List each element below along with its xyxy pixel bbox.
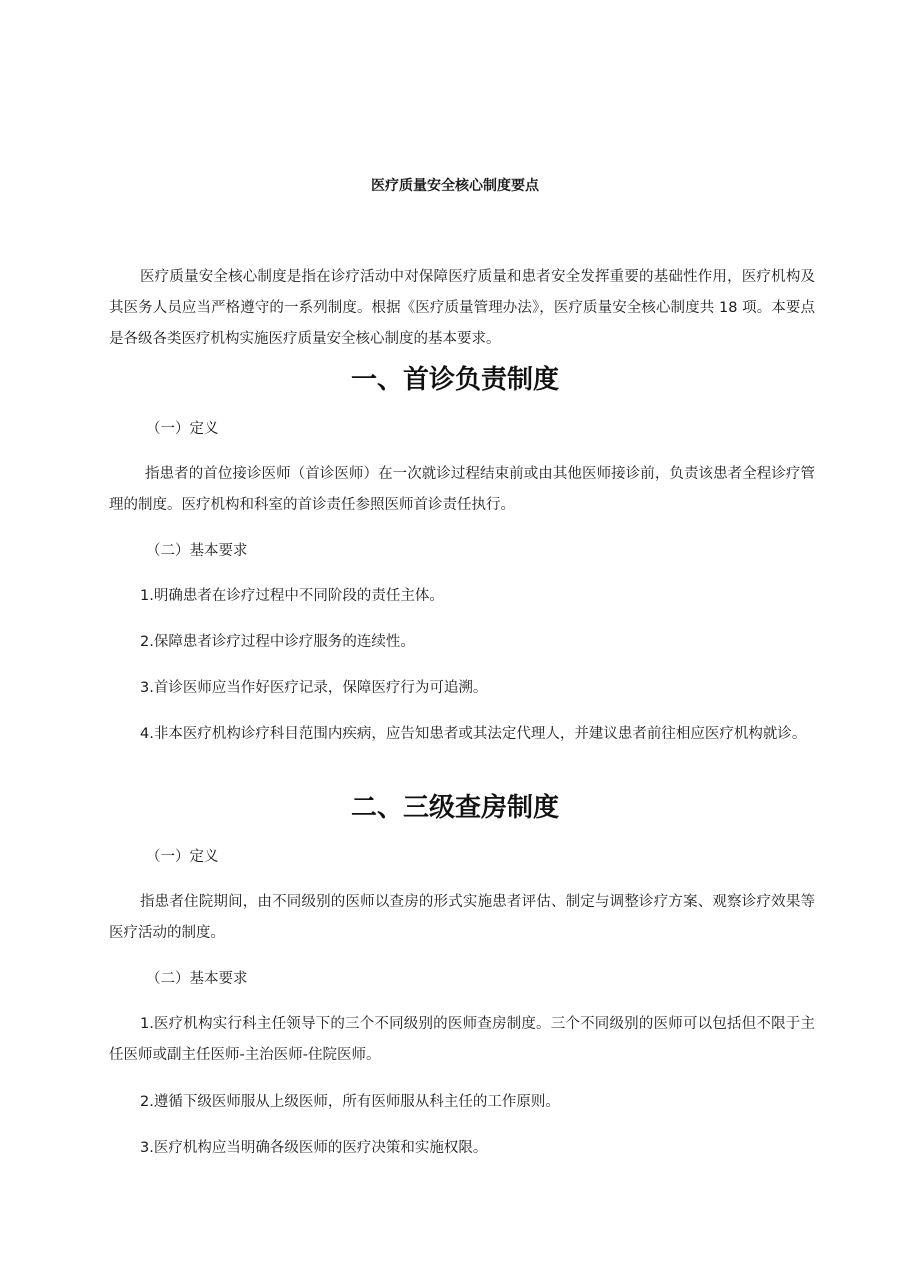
section-heading-2: 二、三级查房制度	[350, 793, 559, 823]
requirement-item: 1.明确患者在诊疗过程中不同阶段的责任主体。	[140, 588, 444, 604]
definition-label-2: （一）定义	[146, 849, 219, 865]
definition-text-2: 指患者住院期间，由不同级别的医师以查房的形式实施患者评估、制定与调整诊疗方案、观察诊疗效果等医疗活动的制度。	[109, 894, 815, 941]
intro-paragraph: 医疗质量安全核心制度是指在诊疗活动中对保障医疗质量和患者安全发挥重要的基础性作用，医疗机构及其医务人员应当严格遵守的一系列制度。根据《医疗质量管理办法》，医疗质量安全核心制度共 18 项。本要点是各级各类医疗机构实施医疗质量安全核心制度的基本要求。	[109, 269, 815, 347]
section-heading-1: 一、首诊负责制度	[350, 365, 559, 395]
requirements-label-1: （二）基本要求	[146, 543, 248, 559]
requirement-item: 4.非本医疗机构诊疗科目范围内疾病，应告知患者或其法定代理人，并建议患者前往相应医疗机构就诊。	[140, 726, 807, 742]
requirement-item: 3.首诊医师应当作好医疗记录，保障医疗行为可追溯。	[140, 680, 488, 696]
requirement-item: 3.医疗机构应当明确各级医师的医疗决策和实施权限。	[140, 1140, 488, 1156]
requirements-label-2: （二）基本要求	[146, 971, 248, 987]
document-title: 医疗质量安全核心制度要点	[371, 178, 539, 194]
requirement-item: 2.遵循下级医师服从上级医师，所有医师服从科主任的工作原则。	[140, 1094, 560, 1110]
definition-text-1: 指患者的首位接诊医师（首诊医师）在一次就诊过程结束前或由其他医师接诊前，负责该患者全程诊疗管理的制度。医疗机构和科室的首诊责任参照医师首诊责任执行。	[109, 466, 815, 513]
requirement-item: 2.保障患者诊疗过程中诊疗服务的连续性。	[140, 634, 415, 650]
requirement-item: 1.医疗机构实行科主任领导下的三个不同级别的医师查房制度。三个不同级别的医师可以包括但不限于主任医师或副主任医师-主治医师-住院医师。	[109, 1016, 815, 1063]
definition-label-1: （一）定义	[146, 421, 219, 437]
